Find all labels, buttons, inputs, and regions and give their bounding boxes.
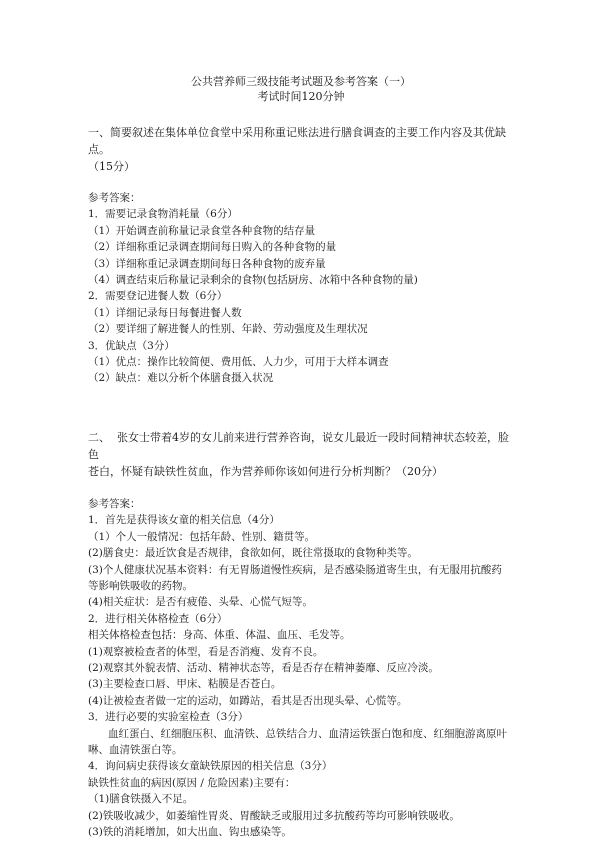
answer-line: (2)膳食史：最近饮食是否规律，食欲如何，既往常摄取的食物种类等。	[88, 547, 418, 560]
answer-line: 2．需要登记进餐人数（6分）	[88, 290, 228, 303]
title-block	[88, 74, 514, 104]
answer-line: 等影响铁吸收的药物。	[88, 579, 193, 592]
question-1-points: （15分）	[88, 160, 135, 173]
answer-line: 血红蛋白、红细胞压积、血清铁、总铁结合力、血清运铁蛋白饱和度、红细胞游离原叶	[88, 727, 508, 740]
answer-line: (4)相关症状：是否有疲倦、头晕、心慌气短等。	[88, 596, 313, 609]
answer-line: 啉、血清铁蛋白等。	[88, 743, 183, 756]
answer-line: 3．进行必要的实验室检查（3分）	[88, 711, 249, 724]
exam-duration: 考试时间120分钟	[257, 90, 345, 103]
question-1	[88, 124, 514, 387]
answer-line: （1）详细记录每日每餐进餐人数	[88, 306, 242, 319]
answer-line: (2)铁吸收减少，如萎缩性胃炎、胃酸缺乏或服用过多抗酸药等均可影响铁吸收。	[88, 809, 460, 822]
answer-line: （1)膳食铁摄入不足。	[88, 793, 194, 806]
answer-line: （1）开始调查前称量记录食堂各种食物的结存量	[88, 224, 316, 237]
answer-line: (1)观察被检查者的体型，看是否消瘦、发育不良。	[88, 645, 324, 658]
answer-line: 3．优缺点（3分）	[88, 339, 175, 352]
question-2	[88, 429, 514, 841]
question-2-text-cont: 苍白，怀疑有缺铁性贫血，作为营养师你该如何进行分析判断？（20分）	[88, 464, 443, 478]
answer-line: （4）调查结束后称量记录剩余的食物(包括厨房、冰箱中各种食物的量)	[88, 274, 418, 287]
answer-1-heading: 参考答案：	[88, 192, 141, 204]
answer-line: （2）要详细了解进餐人的性别、年龄、劳动强度及生理状况	[88, 323, 368, 336]
answer-line: 1．需要记录食物消耗量（6分）	[88, 208, 238, 221]
answer-line: 2．进行相关体格检查（6分）	[88, 612, 228, 625]
answer-line: (3)铁的消耗增加，如大出血、钩虫感染等。	[88, 826, 292, 838]
answer-line: （2）详细称重记录调查期间每日购入的各种食物的量	[88, 241, 337, 254]
answer-line: （2）缺点：难以分析个体膳食摄入状况	[88, 372, 274, 385]
question-2-text: 二、 张女士带着4岁的女儿前来进行营养咨询，说女儿最近一段时间精神状态较差，脸色	[88, 430, 509, 461]
answer-line: （3）详细称重记录调查期间每日各种食物的废弃量	[88, 257, 326, 270]
answer-line: (2)观察其外貌表情、活动、精神状态等，看是否存在精神萎靡、反应冷淡。	[88, 661, 439, 674]
answer-line: （1）个人一般情况：包括年龄、性别、籍贯等。	[88, 530, 316, 543]
document-title: 公共营养师三级技能考试题及参考答案（一）	[191, 75, 411, 88]
answer-line: 4．询问病史获得该女童缺铁原因的相关信息（3分）	[88, 760, 333, 773]
answer-line: (3)个人健康状况基本资料：有无胃肠道慢性疾病，是否感染肠道寄生虫，有无服用抗酸药	[88, 563, 502, 576]
question-1-text: 一、简要叙述在集体单位食堂中采用称重记账法进行膳食调查的主要工作内容及其优缺点。	[88, 126, 506, 156]
answer-line: (3)主要检查口唇、甲床、粘膜是否苍白。	[88, 678, 282, 691]
answer-line: 1．首先是获得该女童的相关信息（4分）	[88, 514, 280, 527]
answer-line: 缺铁性贫血的病因(原因 / 危险因素)主要有：	[88, 776, 296, 789]
answer-2-heading: 参考答案：	[88, 497, 141, 510]
answer-line: （1）优点：操作比较简便、费用低、人力少，可用于大样本调查	[88, 356, 389, 369]
answer-line: 相关体格检查包括：身高、体重、体温、血压、毛发等。	[88, 629, 351, 642]
answer-line: (4)让被检查者做一定的运动，如蹲站，看其是否出现头晕、心慌等。	[88, 694, 408, 707]
